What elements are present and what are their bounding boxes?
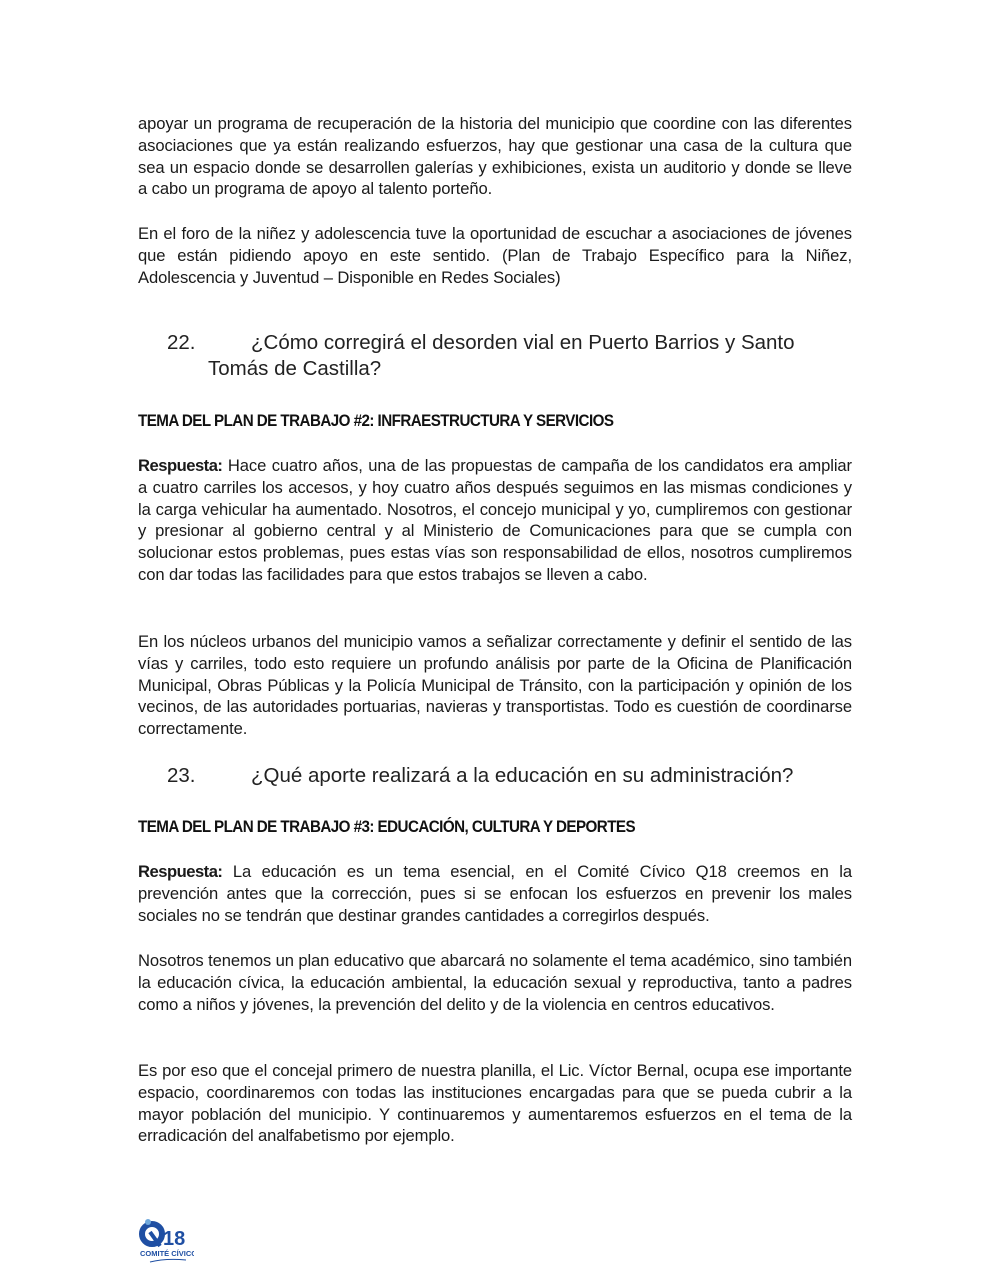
question-text: ¿Qué aporte realizará a la educación en su administración? xyxy=(251,764,794,787)
question-22 xyxy=(167,330,852,382)
paragraph-senalizacion: En los núcleos urbanos del municipio vamos a señalizar correctamente y definir el sentido de las vías y carriles, todo esto requiere un profundo análisis por parte de la Oficina de Planificación Municipal, Obras Públicas y la Policía Municipal de Tránsito, con la participación y opinión de los vecinos, de las autoridades portuarias, navieras y transportistas. Todo es cuestión de coordinarse correctamente. xyxy=(138,632,852,739)
question-23 xyxy=(167,763,852,789)
answer-text: Hace cuatro años, una de las propuestas de campaña de los candidatos era ampliar a cuatro carriles los accesos, y hoy cuatro años después seguimos en las mismas condiciones y la carga vehicular ha aumentado. Nosotros, el concejo municipal y yo, cumpliremos con gestionar y presionar al gobierno central y al Ministerio de Comunicaciones para que se cumpla con solucionar estos problemas, pues estas vías son responsabilidad de ellos, nosotros cumpliremos con dar todas las facilidades para que estos trabajos se lleven a cabo. xyxy=(138,456,852,584)
question-number: 22. xyxy=(167,331,196,354)
question-text-line1: ¿Cómo corregirá el desorden vial en Puerto Barrios y Santo xyxy=(251,331,795,354)
answer-label: Respuesta: xyxy=(138,456,223,475)
comite-civico-q18-logo xyxy=(138,1218,194,1266)
paragraph-concejal: Es por eso que el concejal primero de nuestra planilla, el Lic. Víctor Bernal, ocupa ese importante espacio, coordinaremos con todas las instituciones encargadas para que se pueda cubrir a la mayor población del municipio. Y continuaremos y aumentaremos esfuerzos en el tema de la erradicación del analfabetismo por ejemplo. xyxy=(138,1061,852,1146)
question-text-line2: Tomás de Castilla? xyxy=(208,357,382,380)
answer-label: Respuesta: xyxy=(138,862,223,881)
paragraph-foro-ninez: En el foro de la niñez y adolescencia tuve la oportunidad de escuchar a asociaciones de jóvenes que están pidiendo apoyo en este sentido. (Plan de Trabajo Específico para la Niñez, Adolescencia y Juventud – Disponible en Redes Sociales) xyxy=(138,224,852,287)
answer-text: La educación es un tema esencial, en el Comité Cívico Q18 creemos en la prevención antes que la corrección, pues si se enfocan los esfuerzos en prevenir los males sociales no se tendrán que destinar grandes cantidades a corregirlos después. xyxy=(138,862,852,925)
answer-23 xyxy=(138,861,852,926)
paragraph-cultura: apoyar un programa de recuperación de la historia del municipio que coordine con las diferentes asociaciones que ya están realizando esfuerzos, hay que gestionar una casa de la cultura que sea un espacio donde se desarrollen galerías y exhibiciones, exista un auditorio y donde se lleve a cabo un programa de apoyo al talento porteño. xyxy=(138,114,852,199)
answer-22 xyxy=(138,455,852,586)
topic-heading-2: TEMA DEL PLAN DE TRABAJO #2: INFRAESTRUCTURA Y SERVICIOS xyxy=(138,412,614,430)
question-number: 23. xyxy=(167,764,196,787)
svg-text:COMITÉ CÍVICO: COMITÉ CÍVICO xyxy=(140,1249,194,1258)
topic-heading-3: TEMA DEL PLAN DE TRABAJO #3: EDUCACIÓN, CULTURA Y DEPORTES xyxy=(138,818,636,836)
svg-text:18: 18 xyxy=(163,1228,186,1250)
paragraph-plan-educativo: Nosotros tenemos un plan educativo que abarcará no solamente el tema académico, sino también la educación cívica, la educación ambiental, la educación sexual y reproductiva, tanto a padres como a niños y jóvenes, la prevención del delito y de la violencia en centros educativos. xyxy=(138,951,852,1014)
